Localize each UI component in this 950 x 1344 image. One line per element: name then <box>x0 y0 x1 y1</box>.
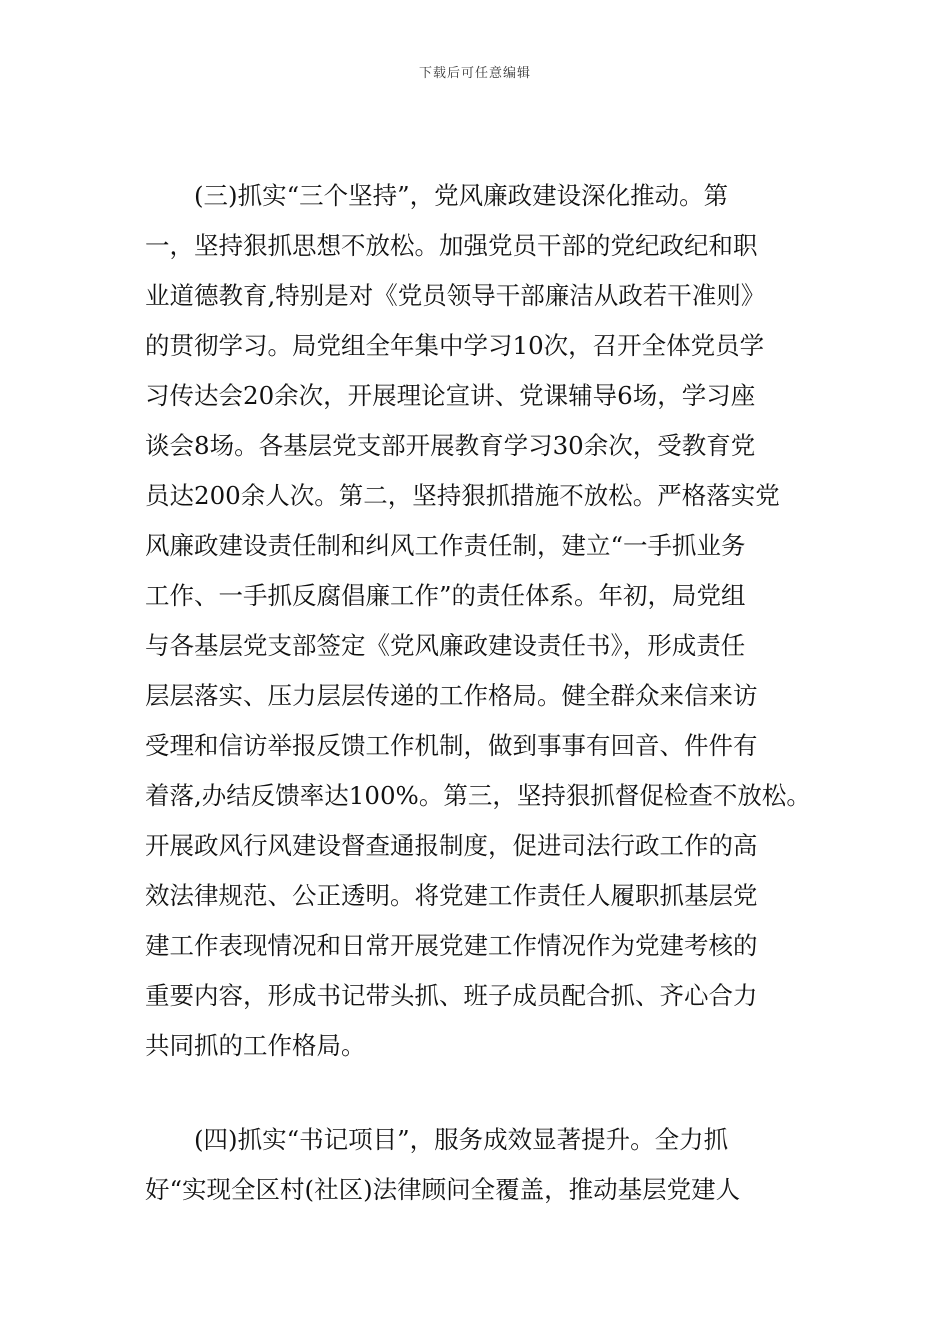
text-line: 谈会8场。各基层党支部开展教育学习30余次，受教育党 <box>145 431 756 460</box>
text-line: 建工作表现情况和日常开展党建工作情况作为党建考核的 <box>145 931 758 960</box>
text-line: 员达200余人次。第二，坚持狠抓措施不放松。严格落实党 <box>145 481 780 510</box>
paragraph-3 <box>145 171 815 1071</box>
page-header: 下载后可任意编辑 <box>418 66 531 81</box>
text-line: 受理和信访举报反馈工作机制，做到事事有回音、件件有 <box>145 731 758 760</box>
text-line: 风廉政建设责任制和纠风工作责任制，建立“一手抓业务 <box>145 531 746 560</box>
text-line: 层层落实、压力层层传递的工作格局。健全群众来信来访 <box>145 681 758 710</box>
text-line: (四)抓实“书记项目”，服务成效显著提升。全力抓 <box>145 1125 729 1154</box>
text-line: 习传达会20余次，开展理论宣讲、党课辅导6场，学习座 <box>145 381 756 410</box>
text-line: 重要内容，形成书记带头抓、班子成员配合抓、齐心合力 <box>145 981 758 1010</box>
text-line: 一，坚持狠抓思想不放松。加强党员干部的党纪政纪和职 <box>145 231 758 260</box>
text-line: 业道德教育,特别是对《党员领导干部廉洁从政若干准则》 <box>145 281 766 310</box>
text-line: 着落,办结反馈率达100%。第三，坚持狠抓督促检查不放松。 <box>145 781 811 810</box>
text-line: 与各基层党支部签定《党风廉政建设责任书》，形成责任 <box>145 631 746 660</box>
text-line: 效法律规范、公正透明。将党建工作责任人履职抓基层党 <box>145 881 758 910</box>
text-line: (三)抓实“三个坚持”，党风廉政建设深化推动。第 <box>145 181 729 210</box>
text-line: 共同抓的工作格局。 <box>145 1031 366 1060</box>
paragraph-4 <box>145 1115 815 1215</box>
text-line: 好“实现全区村(社区)法律顾问全覆盖，推动基层党建人 <box>145 1175 741 1204</box>
text-line: 的贯彻学习。局党组全年集中学习10次，召开全体党员学 <box>145 331 765 360</box>
text-line: 开展政风行风建设督查通报制度，促进司法行政工作的高 <box>145 831 758 860</box>
text-line: 工作、一手抓反腐倡廉工作”的责任体系。年初，局党组 <box>145 581 746 610</box>
